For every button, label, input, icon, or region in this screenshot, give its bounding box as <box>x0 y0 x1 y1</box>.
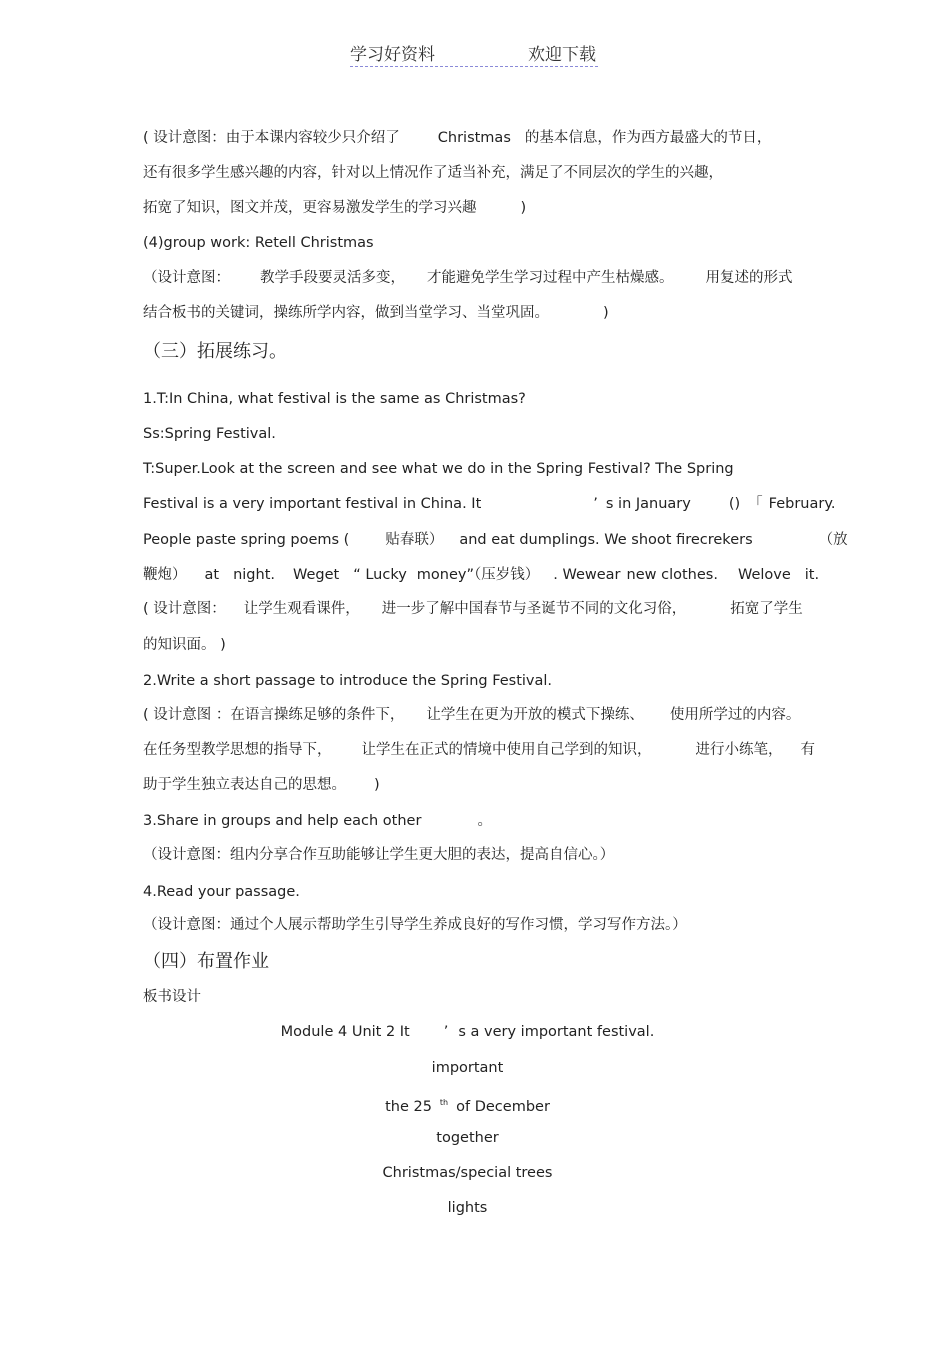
board-word: together <box>436 1130 499 1146</box>
text-line: 4.Read your passage. <box>143 884 300 900</box>
board-word: the 25 $^{th}$ of December <box>385 1098 550 1115</box>
text-line: ( 设计意图 ：在语言操练足够的条件下， 让学生在更为开放的模式下操练、 使用所学过的内容。 <box>143 707 801 723</box>
text-line: 2.Write a short passage to introduce the Spring Festival. <box>143 673 553 689</box>
text-line: （设计意图： 教学手段要灵活多变， 才能避免学生学习过程中产生枯燥感。 用复述的形式 <box>143 270 793 286</box>
text-line: 1.T:In China, what festival is the same as Christmas? <box>143 391 526 407</box>
text-line: 在任务型教学思想的指导下， 让学生在正式的情境中使用自己学到的知识， 进行小练笔， 有 <box>143 742 815 758</box>
text-line: （设计意图：通过个人展示帮助学生引导学生养成良好的写作习惯，学习写作方法。） <box>143 917 687 933</box>
text-line: (4)group work: Retell Christmas <box>143 235 374 251</box>
text-line: 还有很多学生感兴趣的内容，针对以上情况作了适当补充，满足了不同层次的学生的兴趣， <box>143 165 723 181</box>
text-line: ( 设计意图：由于本课内容较少只介绍了 Christmas 的基本信息，作为西方最盛大的节日， <box>143 130 772 146</box>
header-left-text: 学习好资料 <box>350 45 435 65</box>
section-heading-4: （四）布置作业 <box>143 951 269 972</box>
text-line: 3.Share in groups and help each other 。 <box>143 813 492 829</box>
header-right-text: 欢迎下载 <box>528 45 596 65</box>
text-line: 的知识面。 ) <box>143 637 226 653</box>
text-line: （设计意图：组内分享合作互助能够让学生更大胆的表达，提高自信心。） <box>143 847 615 863</box>
text-line: Festival is a very important festival in China. It ’ s in January () 「 February. <box>143 496 836 512</box>
board-word: lights <box>447 1200 488 1216</box>
text-line: Ss:Spring Festival. <box>143 426 276 442</box>
text-line: 助于学生独立表达自己的思想。 ) <box>143 777 380 793</box>
text-line: 鞭炮） at night. Weget “ Lucky money”（压岁钱） . Wewear new clothes. Welove it. <box>143 567 820 583</box>
text-line: 板书设计 <box>143 989 201 1005</box>
board-word: Christmas/special trees <box>382 1165 553 1181</box>
page-header <box>350 40 598 67</box>
text-line: People paste spring poems ( 贴春联） and eat dumplings. We shoot firecrekers （放 <box>143 532 848 548</box>
text-line: 拓宽了知识，图文并茂，更容易激发学生的学习兴趣 ) <box>143 200 527 216</box>
text-line: 结合板书的关键词，操练所学内容，做到当堂学习、当堂巩固。 ) <box>143 305 609 321</box>
board-title: Module 4 Unit 2 It ’ s a very important festival. <box>280 1024 655 1040</box>
section-heading-3: （三）拓展练习。 <box>143 341 287 362</box>
text-line: T:Super.Look at the screen and see what we do in the Spring Festival? The Spring <box>143 461 734 477</box>
text-line: ( 设计意图： 让学生观看课件， 进一步了解中国春节与圣诞节不同的文化习俗， 拓宽了学生 <box>143 601 803 617</box>
board-word: important <box>431 1060 504 1076</box>
